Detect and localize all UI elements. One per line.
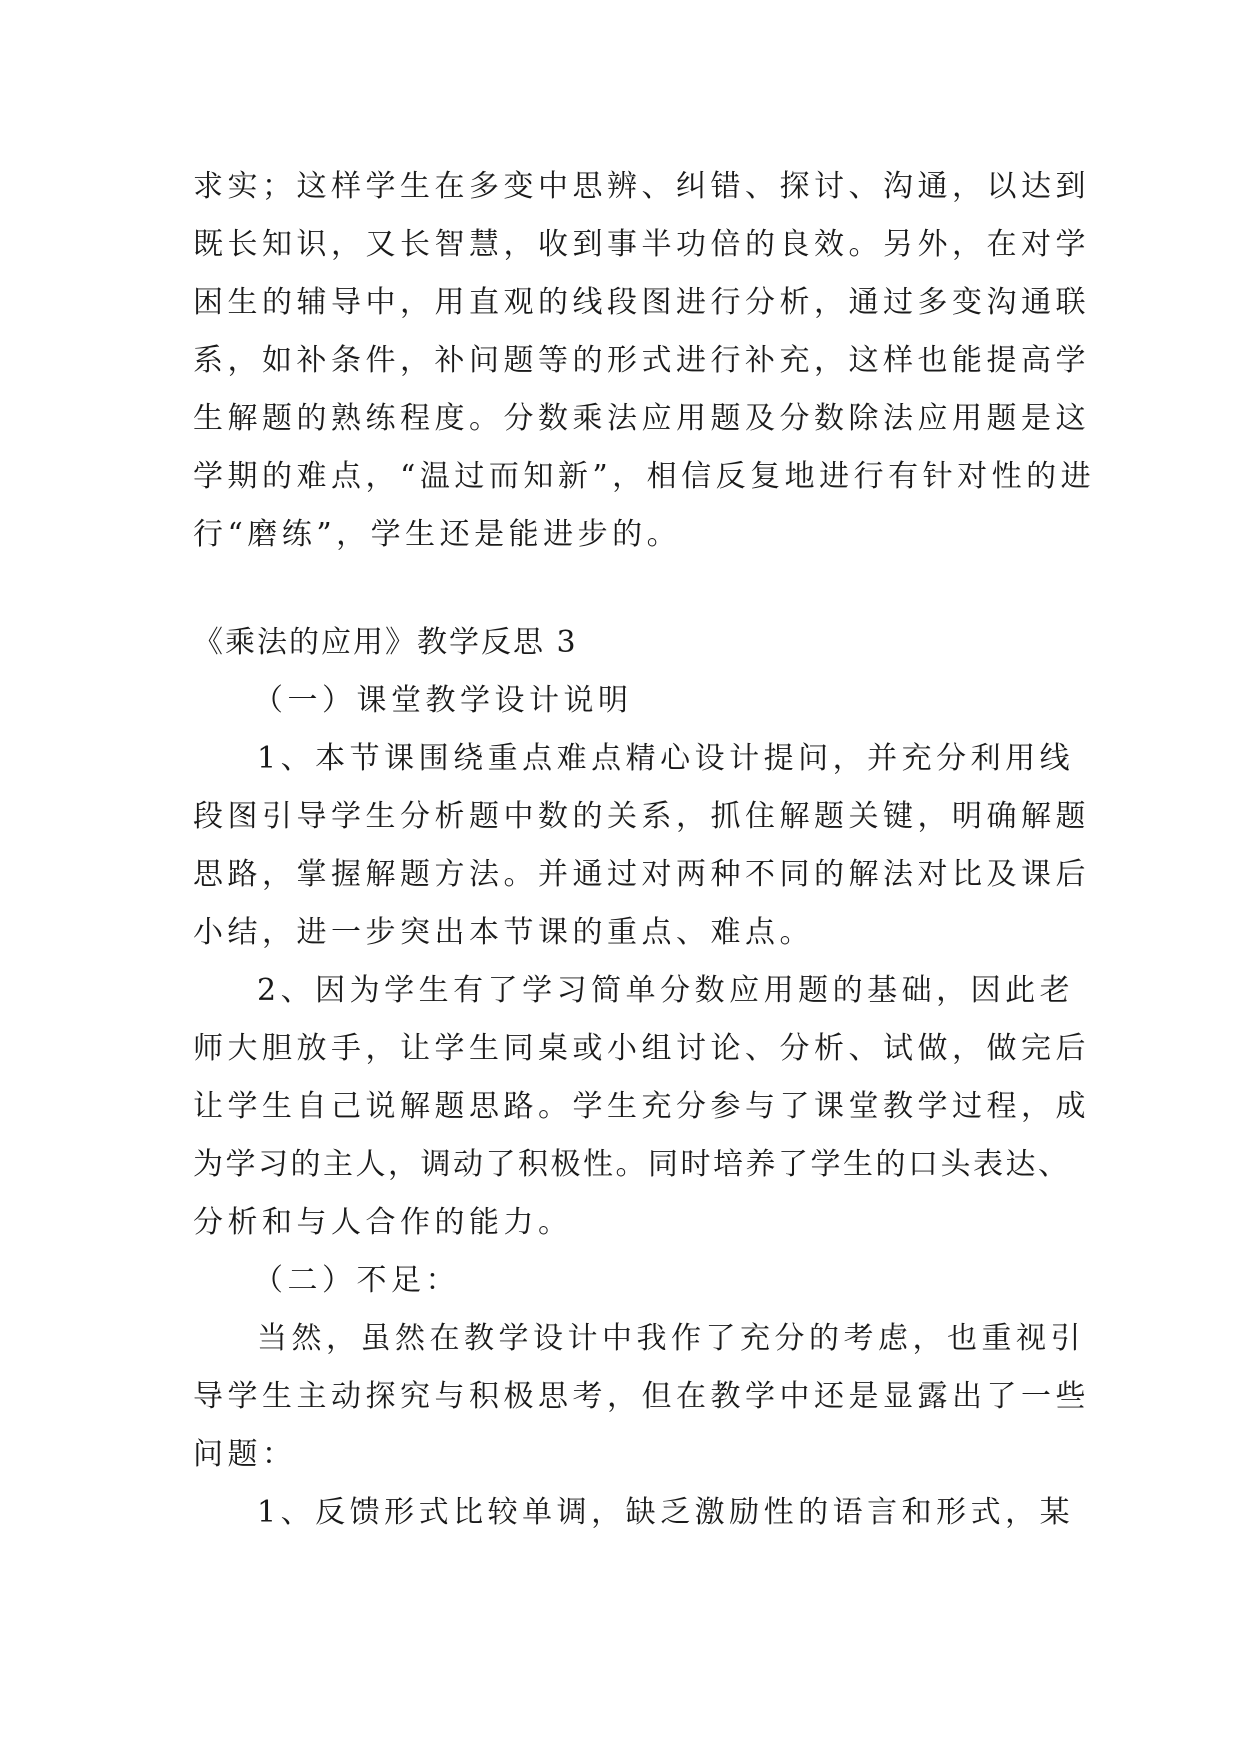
paragraph-shortfall <box>193 1310 1090 1484</box>
text-line: 困生的辅导中，用直观的线段图进行分析，通过多变沟通联 <box>193 285 1090 320</box>
text-line: 为学习的主人，调动了积极性。同时培养了学生的口头表达、 <box>193 1147 1071 1182</box>
subheading-shortfall: （二）不足： <box>253 1263 460 1298</box>
text-line: 系，如补条件，补问题等的形式进行补充，这样也能提高学 <box>193 343 1090 378</box>
text-line: 小结，进一步突出本节课的重点、难点。 <box>193 915 814 950</box>
text-line: 师大胆放手，让学生同桌或小组讨论、分析、试做，做完后 <box>193 1031 1090 1066</box>
text-line: 生解题的熟练程度。分数乘法应用题及分数除法应用题是这 <box>193 401 1090 436</box>
text-line: 2、因为学生有了学习简单分数应用题的基础，因此老 <box>257 973 1075 1008</box>
text-line: 既长知识，又长智慧，收到事半功倍的良效。另外，在对学 <box>193 227 1090 262</box>
point-3: 1、反馈形式比较单调，缺乏激励性的语言和形式，某 <box>257 1495 1075 1530</box>
text-line: 分析和与人合作的能力。 <box>193 1205 573 1240</box>
text-line: 当然，虽然在教学设计中我作了充分的考虑，也重视引 <box>257 1321 1085 1356</box>
text-line: 行“磨练”，学生还是能进步的。 <box>193 517 682 552</box>
point-1 <box>193 730 1090 962</box>
paragraph-continued <box>193 158 1096 564</box>
text-line: 段图引导学生分析题中数的关系，抓住解题关键，明确解题 <box>193 799 1090 834</box>
text-line: 让学生自己说解题思路。学生充分参与了课堂教学过程，成 <box>193 1089 1090 1124</box>
text-line: 思路，掌握解题方法。并通过对两种不同的解法对比及课后 <box>193 857 1090 892</box>
subheading-design: （一）课堂教学设计说明 <box>253 683 633 718</box>
text-line: 导学生主动探究与积极思考，但在教学中还是显露出了一些 <box>193 1379 1090 1414</box>
text-line: 问题： <box>193 1437 297 1472</box>
text-line: 求实；这样学生在多变中思辨、纠错、探讨、沟通，以达到 <box>193 169 1090 204</box>
document-body <box>193 158 1096 1542</box>
point-2 <box>193 962 1090 1252</box>
section-title: 《乘法的应用》教学反思 3 <box>193 625 578 660</box>
text-line: 1、本节课围绕重点难点精心设计提问，并充分利用线 <box>257 741 1075 776</box>
text-line: 学期的难点，“温过而知新”，相信反复地进行有针对性的进 <box>193 459 1096 494</box>
